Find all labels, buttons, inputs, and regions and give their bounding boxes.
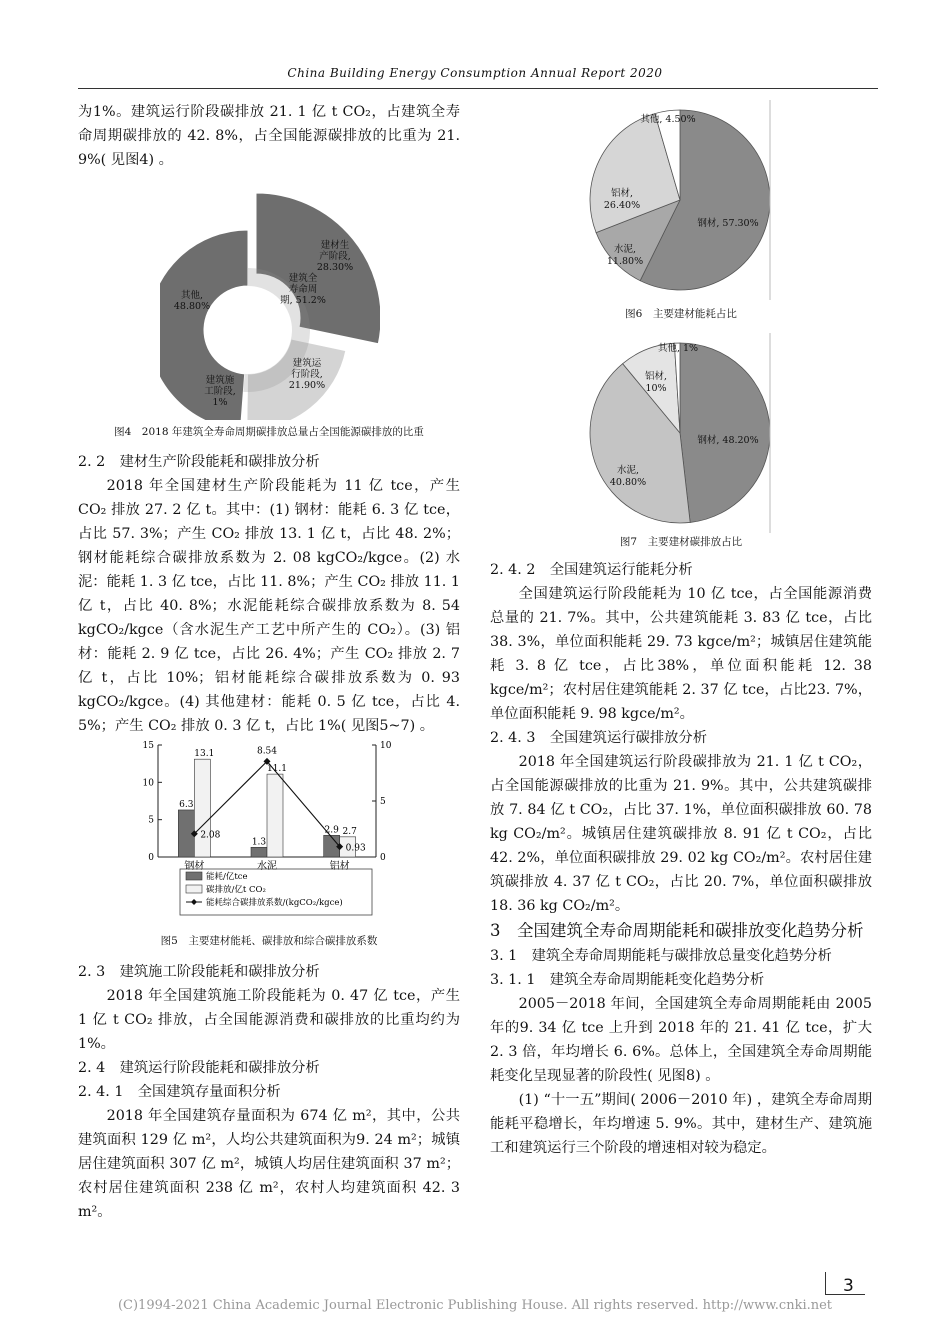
- fig6-label-0: 钢材, 57.30%: [697, 218, 759, 229]
- fig5-category-2: 铝材: [329, 861, 350, 872]
- figure-6: [580, 100, 780, 300]
- fig5-label-coefficient-0: 2.08: [200, 830, 221, 841]
- para-2-3: 2018 年全国建筑施工阶段能耗为 0. 47 亿 tce，产生 1 亿 t CO₂ 排放，占全国能源消费和碳排放的比重均约为 1%。: [78, 988, 460, 1052]
- fig7-caption: 图7 主要建材碳排放占比: [619, 536, 743, 548]
- fig5-legend-label-2: 能耗综合碳排放系数/(kgCO₂/kgce): [206, 898, 343, 908]
- para-2-4-2: 全国建筑运行阶段能耗为 10 亿 tce，占全国能源消费总量的 21. 7%。其中，公共建筑能耗 3. 83 亿 tce，占比 38. 3%，单位面积能耗 29. 73 kgce/m²；城镇居住建筑能耗 3. 8 亿 tce，占比38%，单位面积能耗 12. 38 kgce/m²；农村居住建筑能耗 2. 37 亿 tce，占比23. 7%，单位面积能耗 9. 98 kgce/m²。: [490, 586, 872, 722]
- figure-4: [160, 188, 380, 420]
- fig7-label-3: 其他, 1%: [657, 343, 699, 354]
- fig6-pie-chart: [580, 100, 780, 300]
- fig5-bar-energy-1: [251, 847, 267, 857]
- figure-5: [128, 735, 418, 925]
- heading-2-3: 2. 3 建筑施工阶段能耗和碳排放分析: [78, 964, 320, 980]
- fig5-legend-swatch-1: [186, 885, 202, 893]
- fig4-label-materials: 建材生产阶段, 28.30%: [316, 240, 354, 273]
- fig5-label-energy-0: 6.3: [179, 799, 194, 810]
- para-2-4-1: 2018 年全国建筑存量面积为 674 亿 m²，其中，公共建筑面积 129 亿 m²，人均公共建筑面积为9. 24 m²；城镇居住建筑面积 307 亿 m²，城镇人均居住建筑面积 37 m²；农村居住建筑面积 238 亿 m²，农村人均建筑面积 42. 3 m²。: [78, 1108, 460, 1220]
- left-column-top: [78, 100, 460, 172]
- fig4-label-other: 其他, 48.80%: [173, 290, 211, 312]
- fig5-label-coefficient-1: 8.54: [256, 746, 278, 757]
- footer-rule-vertical: [825, 1272, 826, 1294]
- fig4-caption: 图4 2018 年建筑全寿命周期碳排放总量占全国能源碳排放的比重: [114, 426, 424, 438]
- running-header: China Building Energy Consumption Annual Report 2020: [287, 66, 663, 80]
- para-2-4-3: 2018 年全国建筑运行阶段碳排放为 21. 1 亿 t CO₂，占全国能源碳排放的比重为 21. 9%。其中，公共建筑碳排放 7. 84 亿 t CO₂，占比 37. 1%，单位面积碳排放 60. 78 kg CO₂/m²。城镇居住建筑碳排放 8. 91 亿 t CO₂，占比 42. 2%，单位面积碳排放 29. 02 kg CO₂/m²。农村居住建筑碳排放 4. 37 亿 t CO₂，占比 20. 7%，单位面积碳排放 18. 36 kg CO₂/m²。: [490, 754, 872, 914]
- fig5-label-coefficient-2: 0.93: [345, 843, 366, 854]
- fig5-ytick-label-right: 10: [380, 741, 392, 751]
- heading-3-1-1: 3. 1. 1 建筑全寿命周期能耗变化趋势分析: [490, 972, 765, 988]
- fig5-ytick-label-left: 0: [148, 853, 154, 863]
- fig5-label-energy-2: 2.9: [324, 825, 339, 836]
- fig5-label-carbon-0: 13.1: [194, 749, 215, 760]
- fig7-slice-0: [680, 343, 770, 522]
- page-number: 3: [843, 1276, 854, 1296]
- fig5-legend-marker-2: [191, 899, 197, 905]
- fig5-ytick-label-right: 5: [380, 797, 386, 807]
- para-3-1-1b: (1) “十一五”期间( 2006－2010 年) ，建筑全寿命周期能耗平稳增长，年均增速 5. 9%。其中，建材生产、建筑施工和建筑运行三个阶段的增速相对较为稳定。: [490, 1092, 872, 1156]
- heading-3-1: 3. 1 建筑全寿命周期能耗与碳排放总量变化趋势分析: [490, 948, 832, 964]
- fig7-pie-chart: [580, 333, 780, 533]
- heading-2-2: 2. 2 建材生产阶段能耗和碳排放分析: [78, 454, 320, 470]
- fig7-label-2: 铝材, 10%: [644, 371, 668, 394]
- fig5-label-carbon-2: 2.7: [342, 826, 357, 837]
- fig4-hole: [206, 288, 290, 372]
- para-3-1-1: 2005－2018 年间，全国建筑全寿命周期能耗由 2005 年的9. 34 亿 tce 上升到 2018 年的 21. 41 亿 tce，扩大 2. 3 倍，年均增长 6. 6%。总体上，全国建筑全寿命周期能耗变化呈现显著的阶段性( 见图8) 。: [490, 996, 872, 1084]
- heading-2-4-2: 2. 4. 2 全国建筑运行能耗分析: [490, 562, 693, 578]
- fig4-label-construction: 建筑施工阶段, 1%: [204, 375, 236, 408]
- fig5-label-carbon-1: 11.1: [266, 764, 288, 775]
- fig6-caption: 图6 主要建材能耗占比: [625, 308, 737, 320]
- para-2-2: 2018 年全国建材生产阶段能耗为 11 亿 tce，产生 CO₂ 排放 27. 2 亿 t。其中：(1) 钢材：能耗 6. 3 亿 tce，占比 57. 3%；产生 CO₂ 排放 13. 1 亿 t，占比 48. 2%；钢材能耗综合碳排放系数为 2. 08 kgCO₂/kgce。(2) 水泥：能耗 1. 3 亿 tce，占比 11. 8%；产生 CO₂ 排放 11. 1 亿 t，占比 40. 8%；水泥能耗综合碳排放系数为 8. 54 kgCO₂/kgce（含水泥生产工艺中所产生的 CO₂）。(3) 铝材：能耗 2. 9 亿 tce，占比 26. 4%；产生 CO₂ 排放 2. 7 亿 t，占比 10%；铝材能耗综合碳排放系数为 0. 93 kgCO₂/kgce。(4) 其他建材：能耗 0. 5 亿 tce，占比 4. 5%；产生 CO₂ 排放 0. 3 亿 t，占比 1%( 见图5~7) 。: [78, 478, 460, 734]
- fig5-ytick-label-left: 5: [148, 815, 154, 826]
- fig5-ytick-label-left: 15: [142, 741, 154, 751]
- fig5-category-1: 水泥: [257, 861, 277, 872]
- header-rule: [78, 88, 878, 89]
- fig5-legend-swatch-0: [186, 872, 202, 880]
- fig6-label-2: 铝材, 26.40%: [603, 188, 641, 211]
- left-column-bottom: [78, 960, 460, 1224]
- fig7-label-0: 钢材, 48.20%: [697, 435, 759, 446]
- fig5-caption: 图5 主要建材能耗、碳排放和综合碳排放系数: [160, 935, 378, 947]
- fig5-bar-carbon-1: [267, 774, 283, 857]
- fig4-label-lifecycle: 建筑全寿命周期, 51.2%: [280, 273, 326, 306]
- fig6-label-1: 水泥, 11.80%: [606, 244, 644, 267]
- fig5-label-energy-1: 1.3: [251, 837, 267, 848]
- fig5-legend-label-1: 碳排放/亿t CO₂: [206, 885, 266, 895]
- para-intro: 为1%。建筑运行阶段碳排放 21. 1 亿 t CO₂，占建筑全寿命周期碳排放的 42. 8%，占全国能源碳排放的比重为 21. 9%( 见图4) 。: [78, 104, 460, 168]
- fig4-donut-chart: [160, 188, 380, 420]
- fig5-bar-line-chart: [128, 735, 418, 925]
- fig5-ytick-label-right: 0: [380, 853, 386, 863]
- figure-7: [580, 333, 780, 533]
- fig7-label-1: 水泥, 40.80%: [609, 465, 647, 488]
- left-column-mid: [78, 450, 460, 738]
- fig5-ytick-label-left: 10: [142, 778, 154, 789]
- fig5-bar-carbon-0: [194, 759, 210, 857]
- fig4-label-operation: 建筑运行阶段, 21.90%: [288, 358, 326, 391]
- copyright-line: (C)1994-2021 China Academic Journal Electronic Publishing House. All rights reserved. http://www.cnki.net: [117, 1298, 833, 1313]
- heading-2-4-3: 2. 4. 3 全国建筑运行碳排放分析: [490, 730, 708, 746]
- heading-2-4: 2. 4 建筑运行阶段能耗和碳排放分析: [78, 1060, 320, 1076]
- heading-2-4-1: 2. 4. 1 全国建筑存量面积分析: [78, 1084, 281, 1100]
- heading-3: 3 全国建筑全寿命周期能耗和碳排放变化趋势分析: [490, 921, 864, 940]
- fig6-label-3: 其他, 4.50%: [640, 114, 696, 125]
- fig5-legend-label-0: 能耗/亿tce: [206, 872, 248, 882]
- right-column-text: [490, 558, 872, 1160]
- fig5-category-0: 钢材: [184, 861, 205, 872]
